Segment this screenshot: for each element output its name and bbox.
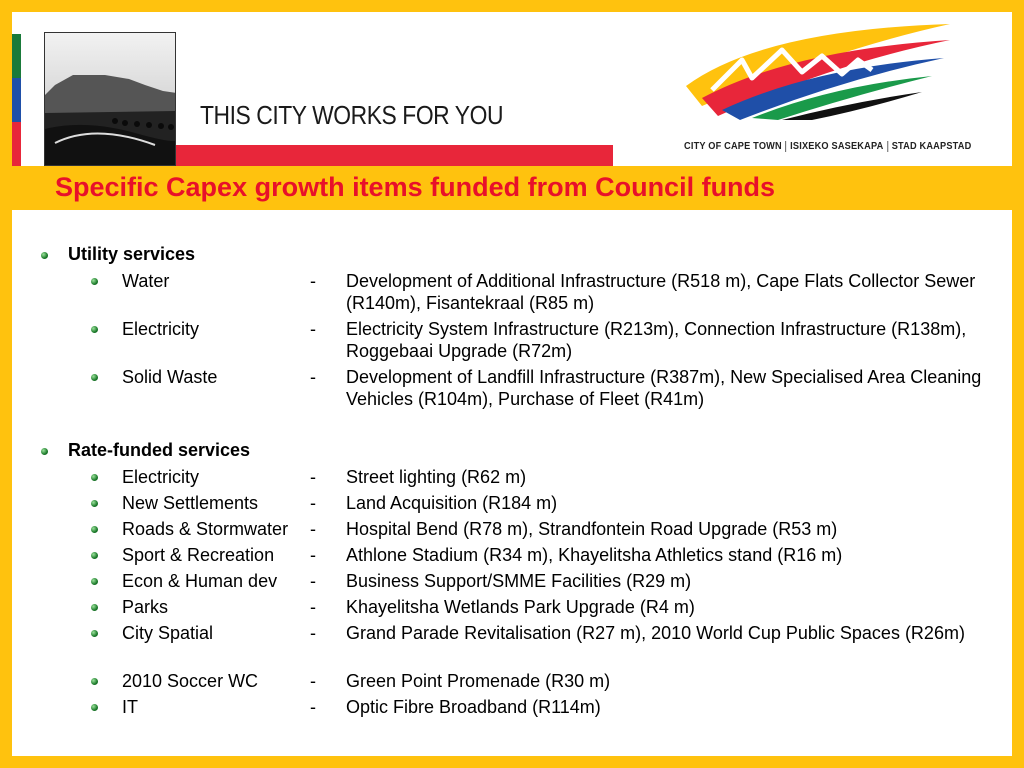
- bullet-icon: [91, 604, 98, 611]
- bullet-icon: [91, 578, 98, 585]
- slide-title: Specific Capex growth items funded from Council funds: [55, 172, 776, 202]
- item-category: 2010 Soccer WC: [122, 671, 259, 691]
- bullet-icon: [91, 630, 98, 637]
- item-category: Electricity: [122, 467, 200, 487]
- item-dash: -: [310, 697, 316, 717]
- red-accent-bar: [176, 145, 613, 166]
- item-dash: -: [310, 367, 316, 387]
- slogan: THIS CITY WORKS FOR YOU: [200, 100, 504, 130]
- item-dash: -: [310, 545, 316, 565]
- bullet-icon: [41, 448, 48, 455]
- item-category: Sport & Recreation: [122, 545, 275, 565]
- bullet-icon: [91, 552, 98, 559]
- item-category: Water: [122, 271, 170, 291]
- item-category: Solid Waste: [122, 367, 218, 387]
- frame-bottom: [0, 756, 1024, 768]
- frame-left: [0, 0, 12, 768]
- logo-text-xhosa: ISIXEKO SASEKAPA: [790, 141, 884, 152]
- item-category: Electricity: [122, 319, 200, 339]
- bullet-icon: [91, 678, 98, 685]
- item-dash: -: [310, 271, 316, 291]
- item-description: Khayelitsha Wetlands Park Upgrade (R4 m): [346, 597, 695, 617]
- item-dash: -: [310, 597, 316, 617]
- item-dash: -: [310, 623, 316, 643]
- item-description: Grand Parade Revitalisation (R27 m), 2010 World Cup Public Spaces (R26m): [346, 623, 965, 643]
- flag-stripe: [12, 34, 21, 166]
- item-description: Athlone Stadium (R34 m), Khayelitsha Athletics stand (R16 m): [346, 545, 843, 565]
- item-category: IT: [122, 697, 138, 717]
- item-dash: -: [310, 467, 316, 487]
- bullet-icon: [91, 474, 98, 481]
- bullet-icon: [91, 704, 98, 711]
- item-category: City Spatial: [122, 623, 214, 643]
- item-dash: -: [310, 519, 316, 539]
- item-description: Electricity System Infrastructure (R213m), Connection Infrastructure (R138m), Roggebaai Upgrade (R72m): [346, 319, 967, 361]
- logo-caption: [684, 141, 971, 152]
- item-description: Development of Additional Infrastructure (R518 m), Cape Flats Collector Sewer (R140m), Fisantekraal (R85 m): [346, 271, 976, 313]
- city-logo: [682, 20, 954, 120]
- item-description: Street lighting (R62 m): [346, 467, 527, 487]
- section-heading-rate-funded: Rate-funded services: [68, 440, 251, 460]
- item-dash: -: [310, 671, 316, 691]
- logo-text-english: CITY OF CAPE TOWN: [684, 141, 782, 152]
- item-description: Land Acquisition (R184 m): [346, 493, 558, 513]
- bullet-icon: [91, 326, 98, 333]
- item-description: Green Point Promenade (R30 m): [346, 671, 611, 691]
- item-dash: -: [310, 571, 316, 591]
- item-category: New Settlements: [122, 493, 259, 513]
- item-category: Parks: [122, 597, 169, 617]
- frame-top: [0, 0, 1024, 12]
- section-heading-utility: Utility services: [68, 244, 196, 264]
- bullet-icon: [91, 278, 98, 285]
- item-description: Business Support/SMME Facilities (R29 m): [346, 571, 692, 591]
- item-description: Hospital Bend (R78 m), Strandfontein Road Upgrade (R53 m): [346, 519, 838, 539]
- item-category: Econ & Human dev: [122, 571, 278, 591]
- bullet-icon: [41, 252, 48, 259]
- item-dash: -: [310, 493, 316, 513]
- item-description: Development of Landfill Infrastructure (R387m), New Specialised Area Cleaning Vehicles (R104m), Purchase of Fleet (R41m): [346, 367, 982, 409]
- bullet-icon: [91, 374, 98, 381]
- table-mountain-photo: [44, 32, 176, 166]
- item-description: Optic Fibre Broadband (R114m): [346, 697, 601, 717]
- logo-text-afrikaans: STAD KAAPSTAD: [891, 141, 972, 152]
- item-category: Roads & Stormwater: [122, 519, 289, 539]
- bullet-icon: [91, 500, 98, 507]
- item-dash: -: [310, 319, 316, 339]
- frame-right: [1012, 0, 1024, 768]
- bullet-icon: [91, 526, 98, 533]
